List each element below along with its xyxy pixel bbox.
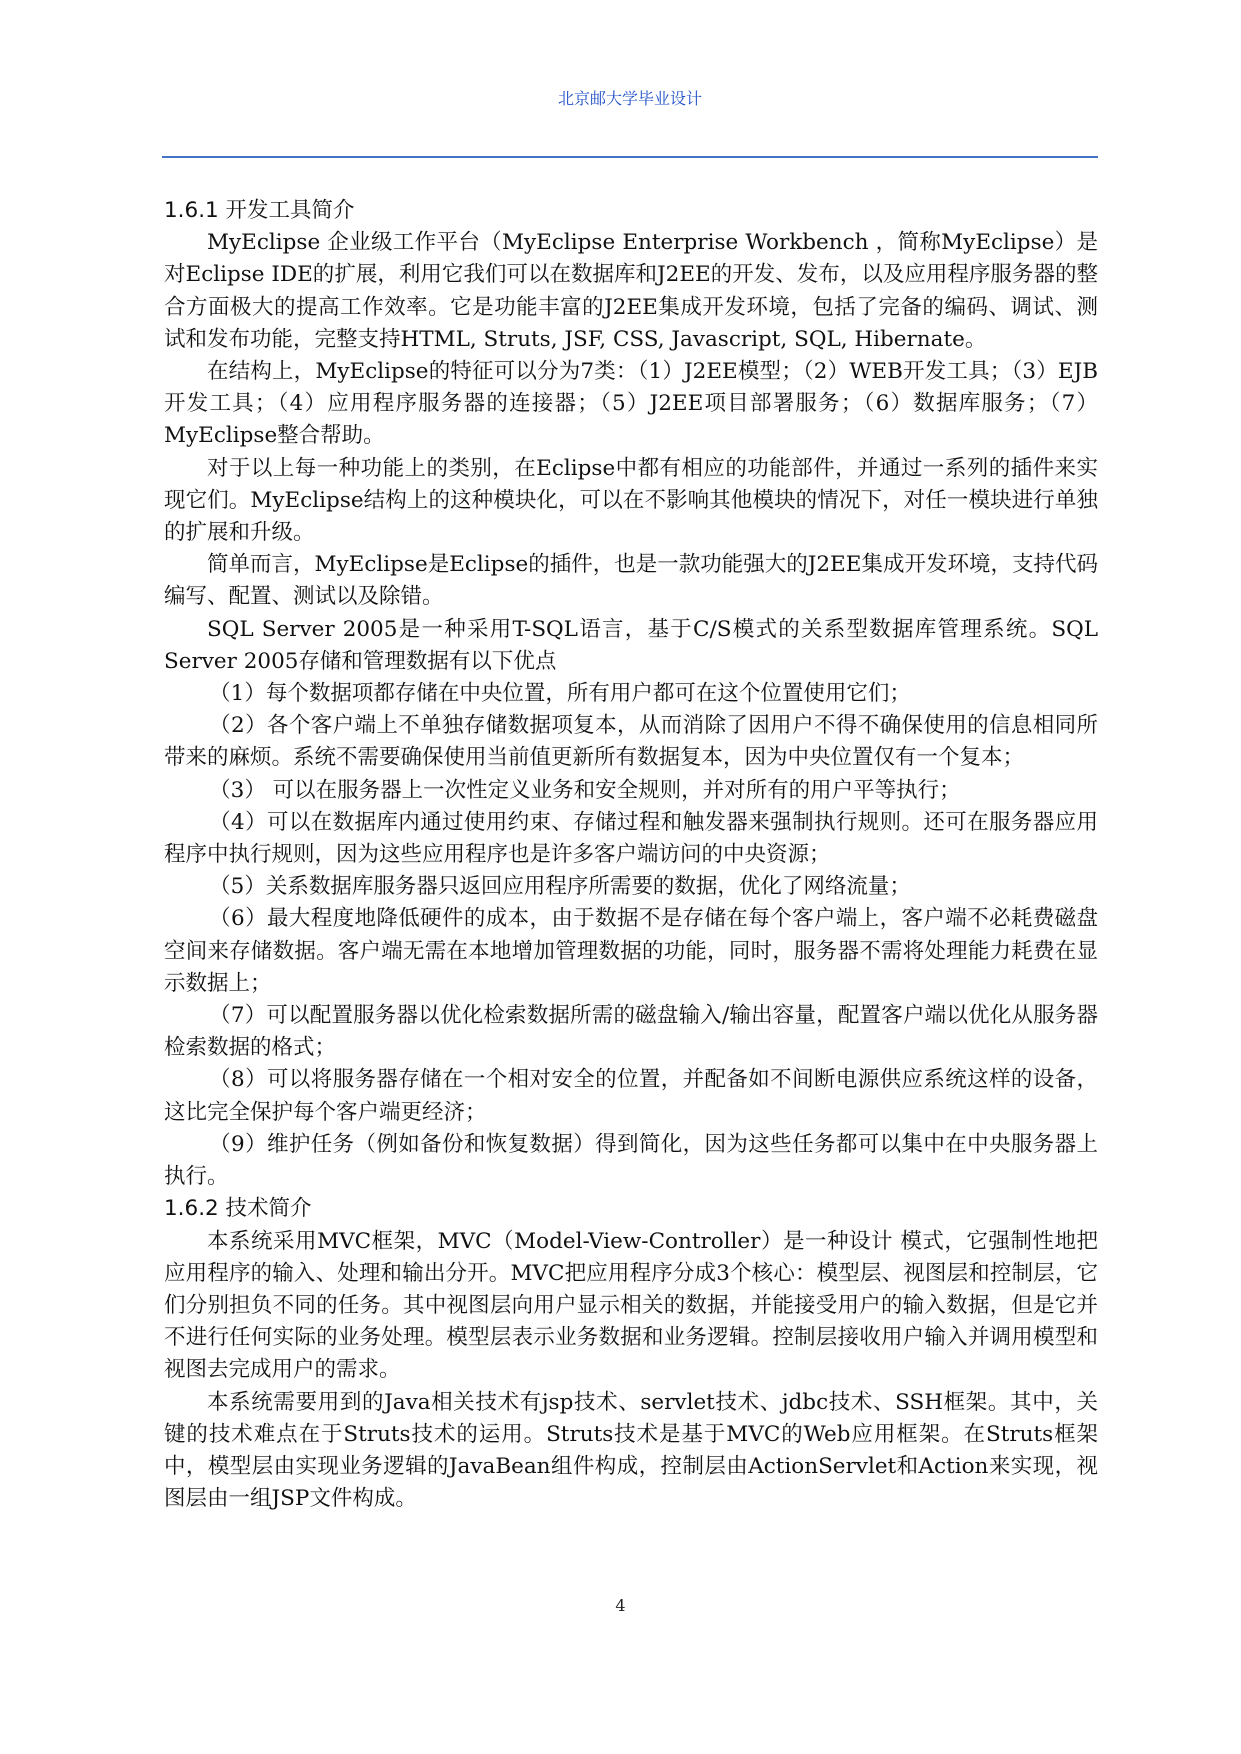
list-item: （9）维护任务（例如备份和恢复数据）得到简化，因为这些任务都可以集中在中央服务器上执行。: [164, 1131, 1098, 1190]
list-item: （6）最大程度地降低硬件的成本，由于数据不是存储在每个客户端上，客户端不必耗费磁盘空间来存储数据。客户端无需在本地增加管理数据的功能，同时，服务器不需将处理能力耗费在显示数据上；: [164, 906, 1098, 996]
section-heading: 1.6.1 开发工具简介: [164, 198, 355, 223]
document-body: [164, 195, 1098, 1515]
paragraph: 本系统采用MVC框架，MVC（Model-View-Controller）是一种设计 模式，它强制性地把应用程序的输入、处理和输出分开。MVC把应用程序分成3个核心：模型层、视图层和控制层，它们分别担负不同的任务。其中视图层向用户显示相关的数据，并能接受用户的输入数据，但是它并不进行任何实际的业务处理。模型层表示业务数据和业务逻辑。控制层接收用户输入并调用模型和视图去完成用户的需求。: [164, 1228, 1098, 1383]
paragraph: MyEclipse 企业级工作平台（MyEclipse Enterprise Workbench ，简称MyEclipse）是对Eclipse IDE的扩展，利用它我们可以在数据库和J2EE的开发、发布，以及应用程序服务器的整合方面极大的提高工作效率。它是功能丰富的J2EE集成开发环境，包括了完备的编码、调试、测试和发布功能，完整支持HTML, Struts, JSF, CSS, Javascript, SQL, Hibernate。: [164, 230, 1098, 352]
list-item: （7）可以配置服务器以优化检索数据所需的磁盘输入/输出容量，配置客户端以优化从服务器检索数据的格式；: [164, 1003, 1098, 1061]
paragraph: SQL Server 2005是一种采用T-SQL语言，基于C/S模式的关系型数据库管理系统。SQL Server 2005存储和管理数据有以下优点: [164, 616, 1098, 674]
list-item: （8）可以将服务器存储在一个相对安全的位置，并配备如不间断电源供应系统这样的设备，这比完全保护每个客户端更经济；: [164, 1067, 1098, 1125]
list-item: （1）每个数据项都存储在中央位置，所有用户都可在这个位置使用它们；: [209, 681, 911, 707]
paragraph: 在结构上，MyEclipse的特征可以分为7类：（1）J2EE模型；（2）WEB开发工具；（3）EJB开发工具；（4）应用程序服务器的连接器；（5）J2EE项目部署服务；（6）数据库服务；（7）MyEclipse整合帮助。: [164, 359, 1098, 449]
page-number: 4: [615, 1596, 626, 1615]
paragraph: 本系统需要用到的Java相关技术有jsp技术、servlet技术、jdbc技术、SSH框架。其中，关键的技术难点在于Struts技术的运用。Struts技术是基于MVC的Web应用框架。在Struts框架中，模型层由实现业务逻辑的JavaBean组件构成，控制层由ActionServlet和Action来实现，视图层由一组JSP文件构成。: [164, 1389, 1098, 1512]
paragraph: 对于以上每一种功能上的类别，在Eclipse中都有相应的功能部件，并通过一系列的插件来实现它们。MyEclipse结构上的这种模块化，可以在不影响其他模块的情况下，对任一模块进行单独的扩展和升级。: [164, 455, 1098, 546]
list-item: （5）关系数据库服务器只返回应用程序所需要的数据，优化了网络流量；: [209, 874, 911, 900]
list-item: （3） 可以在服务器上一次性定义业务和安全规则，并对所有的用户平等执行；: [209, 777, 961, 803]
running-header: 北京邮大学毕业设计: [557, 89, 702, 108]
list-item: （2）各个客户端上不单独存储数据项复本，从而消除了因用户不得不确保使用的信息相同所带来的麻烦。系统不需要确保使用当前值更新所有数据复本，因为中央位置仅有一个复本；: [164, 713, 1098, 771]
paragraph: 简单而言，MyEclipse是Eclipse的插件，也是一款功能强大的J2EE集成开发环境，支持代码编写、配置、测试以及除错。: [164, 552, 1098, 610]
list-item: （4）可以在数据库内通过使用约束、存储过程和触发器来强制执行规则。还可在服务器应用程序中执行规则，因为这些应用程序也是许多客户端访问的中央资源；: [164, 809, 1098, 868]
header-rule: [162, 156, 1098, 158]
section-heading: 1.6.2 技术简介: [164, 1196, 312, 1222]
